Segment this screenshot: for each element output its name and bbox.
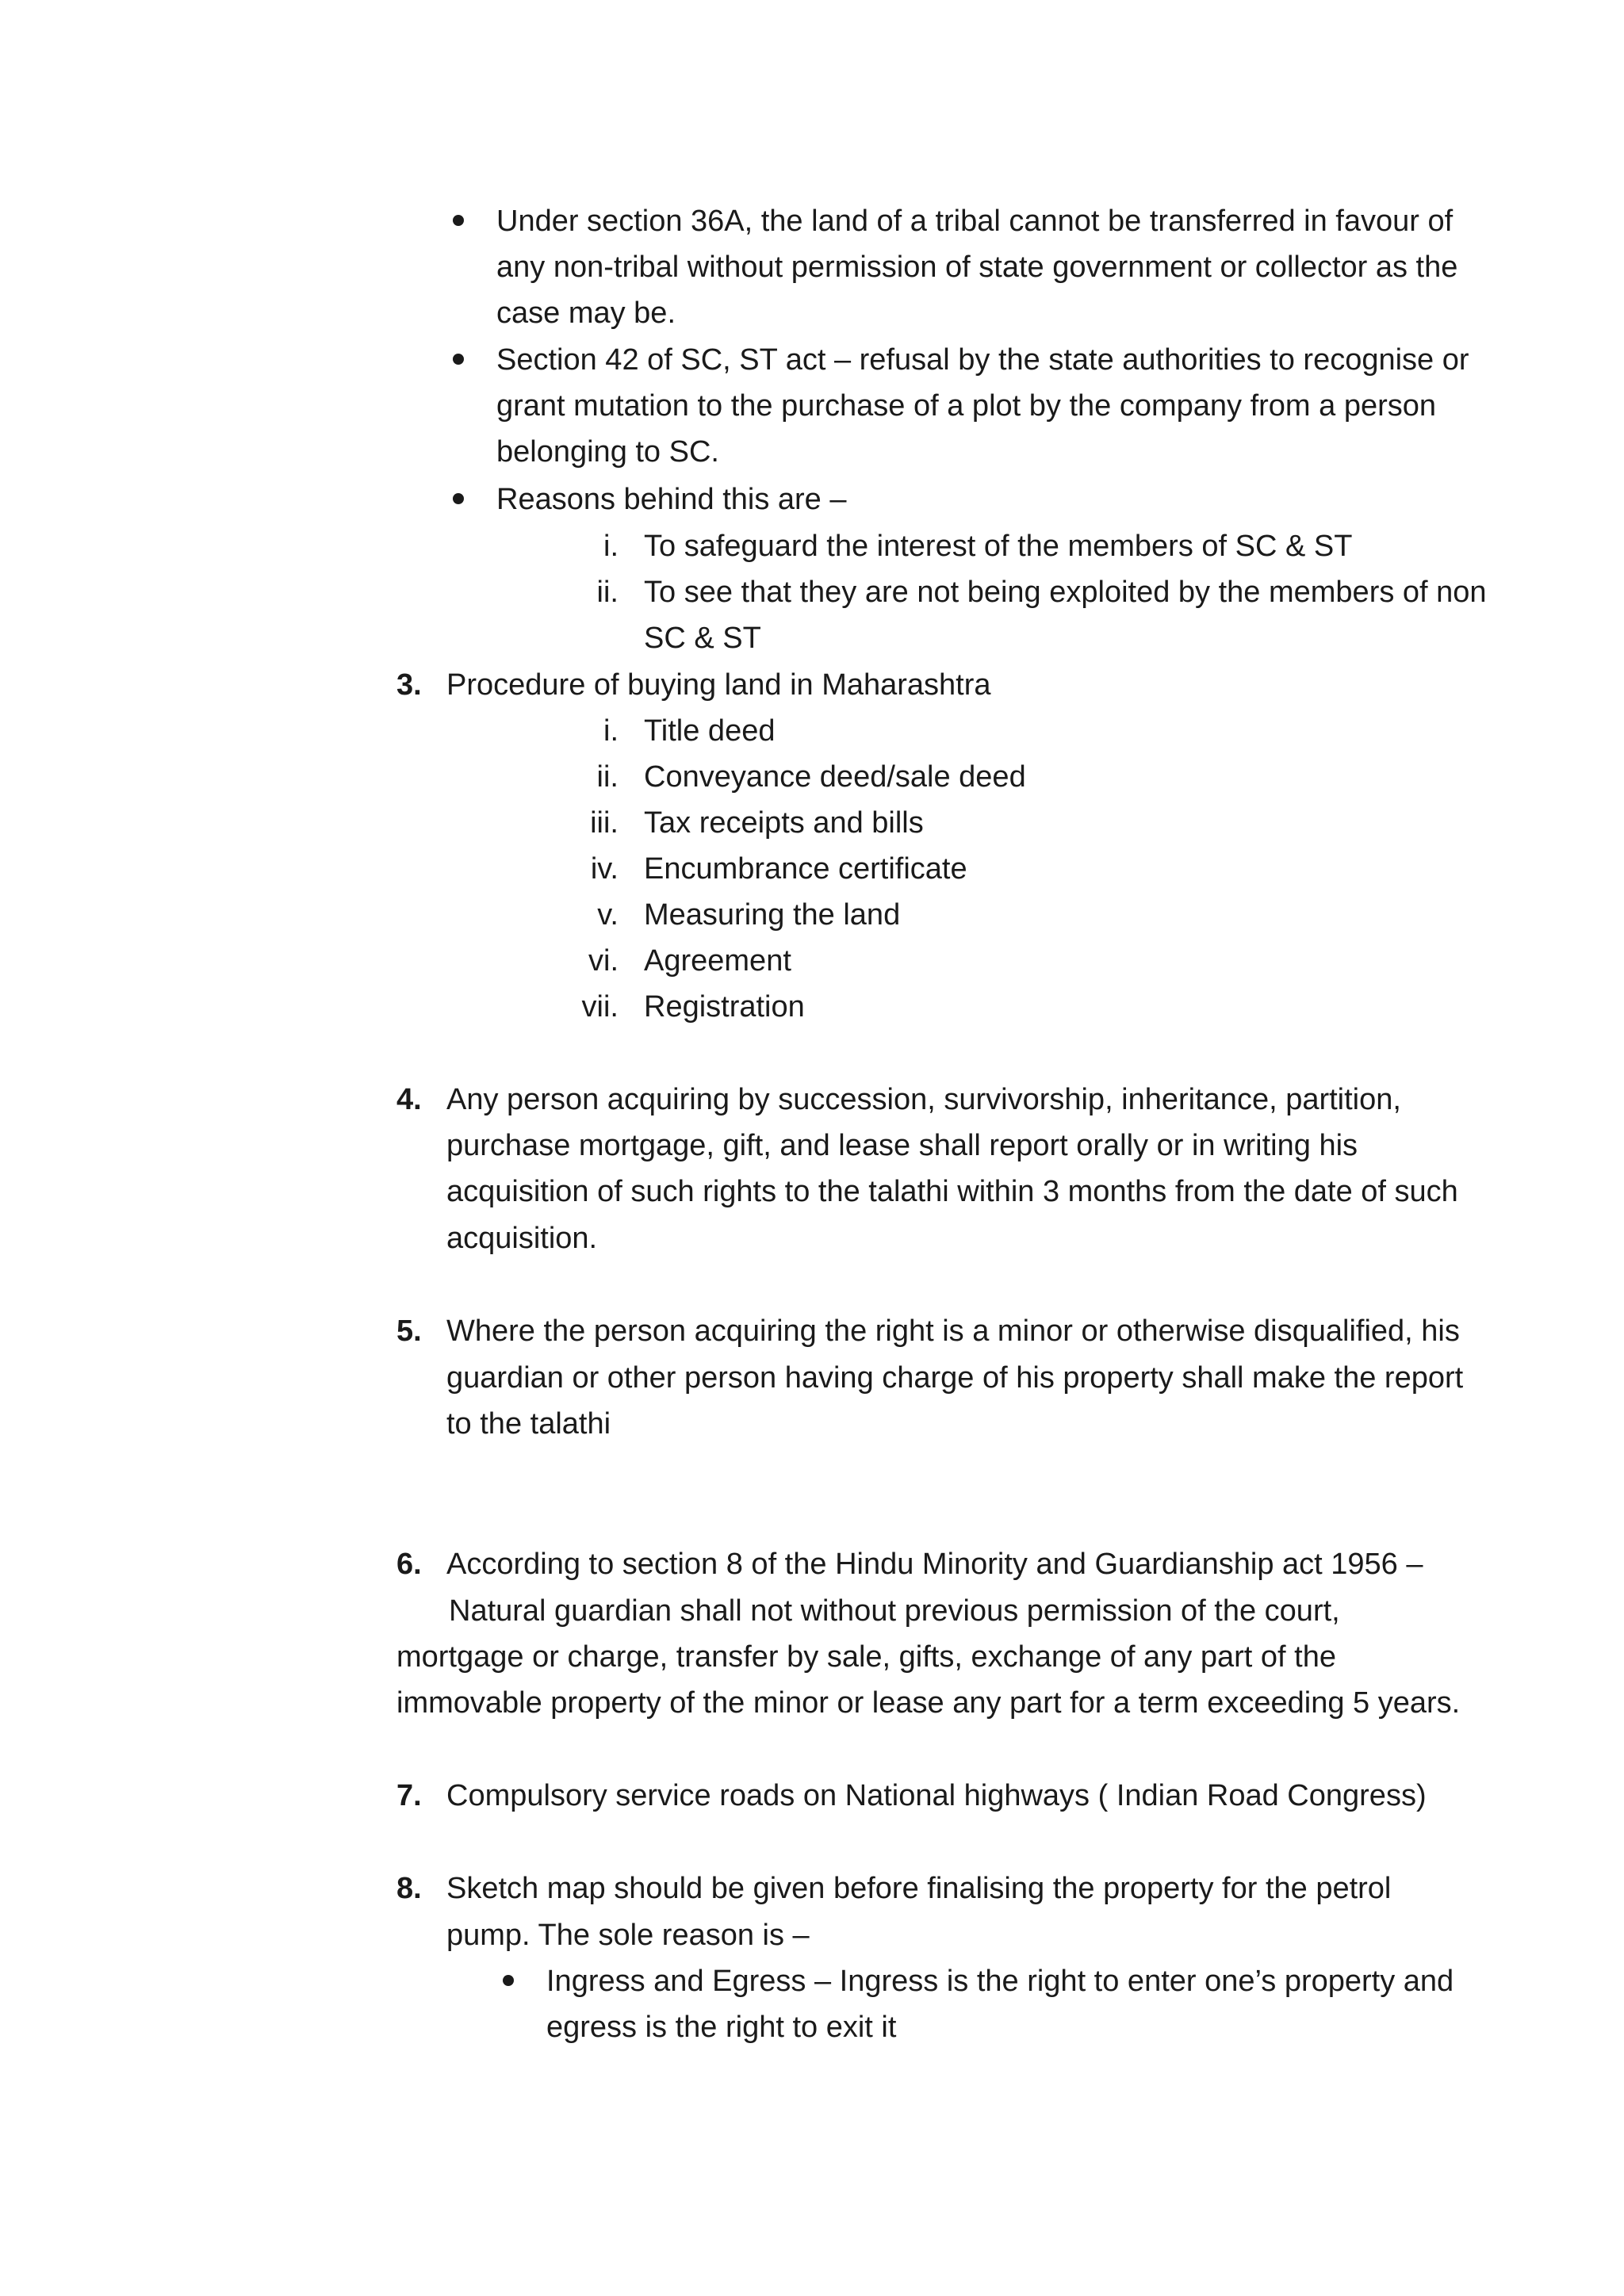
reason-line: To see that they are not being exploited by the members of non [644, 576, 1487, 609]
roman-marker: vii. [581, 990, 619, 1024]
step-text: Tax receipts and bills [644, 806, 924, 840]
item-number: 5. [396, 1314, 422, 1348]
item-line: Where the person acquiring the right is a minor or otherwise disqualified, his [446, 1314, 1460, 1348]
step-text: Agreement [644, 944, 791, 978]
item-line: immovable property of the minor or lease any part for a term exceeding 5 years. [396, 1686, 1461, 1720]
step-text: Registration [644, 990, 805, 1024]
item-line: acquisition of such rights to the talathi within 3 months from the date of such [446, 1175, 1458, 1208]
roman-marker: vi. [588, 944, 619, 978]
bullet-icon [453, 354, 464, 365]
reason-line: SC & ST [644, 622, 761, 655]
bullet-line: Reasons behind this are – [496, 483, 847, 516]
item-line: purchase mortgage, gift, and lease shall report orally or in writing his [446, 1129, 1358, 1162]
item-number: 7. [396, 1779, 422, 1812]
step-text: Encumbrance certificate [644, 852, 967, 886]
bullet-icon [453, 215, 464, 226]
bullet-icon [503, 1975, 514, 1986]
roman-marker: v. [597, 898, 619, 932]
item-line: Sketch map should be given before finalising the property for the petrol [446, 1872, 1392, 1905]
item-line: acquisition. [446, 1222, 598, 1255]
roman-marker: ii. [596, 576, 619, 609]
item-line: mortgage or charge, transfer by sale, gifts, exchange of any part of the [396, 1640, 1336, 1674]
item-text: Procedure of buying land in Maharashtra [446, 668, 991, 702]
item-line: pump. The sole reason is – [446, 1919, 810, 1952]
item-line: Any person acquiring by succession, survivorship, inheritance, partition, [446, 1083, 1401, 1116]
item-text: Compulsory service roads on National highways ( Indian Road Congress) [446, 1779, 1427, 1812]
bullet-line: case may be. [496, 297, 676, 330]
bullet-line: any non-tribal without permission of state government or collector as the [496, 251, 1458, 284]
step-text: Title deed [644, 714, 776, 748]
item-number: 4. [396, 1083, 422, 1116]
reason-line: To safeguard the interest of the members of SC & ST [644, 530, 1353, 563]
bullet-line: Section 42 of SC, ST act – refusal by the state authorities to recognise or [496, 343, 1469, 377]
step-text: Conveyance deed/sale deed [644, 760, 1026, 794]
bullet-line: egress is the right to exit it [546, 2011, 897, 2044]
item-line: to the talathi [446, 1407, 611, 1441]
bullet-icon [453, 493, 464, 504]
bullet-line: Ingress and Egress – Ingress is the right to enter one’s property and [546, 1965, 1454, 1998]
item-line: Natural guardian shall not without previous permission of the court, [449, 1594, 1340, 1628]
item-number: 6. [396, 1548, 422, 1581]
step-text: Measuring the land [644, 898, 901, 932]
item-number: 3. [396, 668, 422, 702]
item-number: 8. [396, 1872, 422, 1905]
item-line: According to section 8 of the Hindu Minority and Guardianship act 1956 – [446, 1548, 1423, 1581]
roman-marker: iii. [590, 806, 619, 840]
bullet-line: grant mutation to the purchase of a plot by the company from a person [496, 389, 1437, 423]
bullet-line: Under section 36A, the land of a tribal cannot be transferred in favour of [496, 205, 1454, 238]
roman-marker: i. [603, 714, 619, 748]
roman-marker: iv. [590, 852, 619, 886]
item-line: guardian or other person having charge of his property shall make the report [446, 1361, 1464, 1395]
roman-marker: i. [603, 530, 619, 563]
roman-marker: ii. [596, 760, 619, 794]
bullet-line: belonging to SC. [496, 435, 719, 469]
